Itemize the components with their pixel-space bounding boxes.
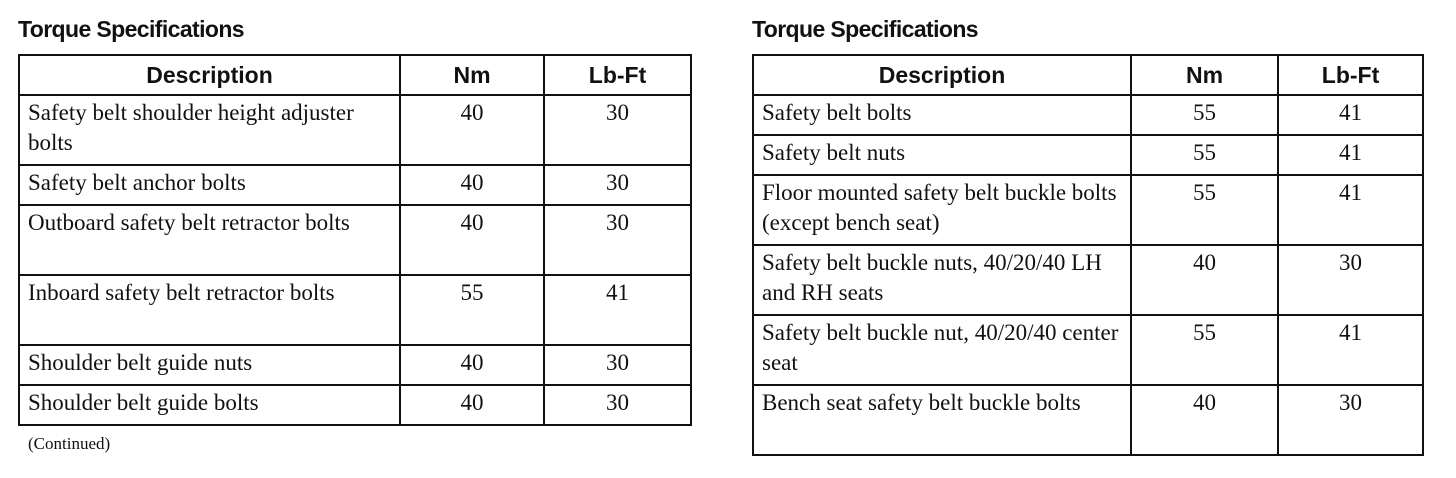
row-lbft: 30 bbox=[544, 205, 691, 275]
row-nm: 55 bbox=[1131, 175, 1278, 245]
right-table-title: Torque Specifications bbox=[752, 16, 978, 42]
row-description: Safety belt buckle nut, 40/20/40 center seat bbox=[753, 315, 1131, 385]
row-lbft: 30 bbox=[544, 345, 691, 385]
row-nm: 40 bbox=[400, 205, 544, 275]
row-description: Safety belt buckle nuts, 40/20/40 LH and RH seats bbox=[753, 245, 1131, 315]
table-row bbox=[753, 385, 1423, 455]
row-description: Outboard safety belt retractor bolts bbox=[19, 205, 400, 275]
left-table-title: Torque Specifications bbox=[18, 16, 244, 42]
table-row bbox=[19, 165, 691, 205]
row-description: Safety belt bolts bbox=[753, 95, 1131, 135]
row-description: Bench seat safety belt buckle bolts bbox=[753, 385, 1131, 455]
row-description: Safety belt anchor bolts bbox=[19, 165, 400, 205]
row-lbft: 41 bbox=[1278, 315, 1423, 385]
table-row bbox=[753, 245, 1423, 315]
table-row bbox=[753, 315, 1423, 385]
row-lbft: 30 bbox=[544, 95, 691, 165]
right-header-row bbox=[753, 55, 1423, 95]
row-nm: 40 bbox=[1131, 245, 1278, 315]
row-lbft: 30 bbox=[1278, 385, 1423, 455]
header-nm: Nm bbox=[1131, 55, 1278, 95]
row-lbft: 30 bbox=[544, 385, 691, 425]
row-nm: 55 bbox=[400, 275, 544, 345]
header-lbft: Lb-Ft bbox=[544, 55, 691, 95]
row-description: Inboard safety belt retractor bolts bbox=[19, 275, 400, 345]
right-torque-table bbox=[752, 54, 1424, 456]
left-torque-table bbox=[18, 54, 692, 426]
table-row bbox=[19, 275, 691, 345]
row-lbft: 41 bbox=[1278, 135, 1423, 175]
table-row bbox=[753, 175, 1423, 245]
right-torque-spec-section bbox=[752, 10, 1422, 456]
continued-note: (Continued) bbox=[28, 434, 111, 453]
row-nm: 40 bbox=[400, 385, 544, 425]
table-row bbox=[19, 205, 691, 275]
row-nm: 55 bbox=[1131, 135, 1278, 175]
row-description: Shoulder belt guide bolts bbox=[19, 385, 400, 425]
table-row bbox=[753, 135, 1423, 175]
row-lbft: 30 bbox=[1278, 245, 1423, 315]
row-description: Safety belt nuts bbox=[753, 135, 1131, 175]
row-nm: 55 bbox=[1131, 95, 1278, 135]
row-lbft: 41 bbox=[1278, 95, 1423, 135]
header-description: Description bbox=[753, 55, 1131, 95]
left-torque-spec-section bbox=[18, 10, 690, 454]
row-nm: 40 bbox=[400, 345, 544, 385]
table-row bbox=[753, 95, 1423, 135]
row-nm: 55 bbox=[1131, 315, 1278, 385]
header-nm: Nm bbox=[400, 55, 544, 95]
table-row bbox=[19, 345, 691, 385]
row-nm: 40 bbox=[1131, 385, 1278, 455]
row-lbft: 41 bbox=[544, 275, 691, 345]
header-lbft: Lb-Ft bbox=[1278, 55, 1423, 95]
row-nm: 40 bbox=[400, 95, 544, 165]
table-row bbox=[19, 95, 691, 165]
table-row bbox=[19, 385, 691, 425]
header-description: Description bbox=[19, 55, 400, 95]
row-description: Shoulder belt guide nuts bbox=[19, 345, 400, 385]
row-description: Safety belt shoulder height adjuster bolts bbox=[19, 95, 400, 165]
row-nm: 40 bbox=[400, 165, 544, 205]
row-lbft: 30 bbox=[544, 165, 691, 205]
row-description: Floor mounted safety belt buckle bolts (except bench seat) bbox=[753, 175, 1131, 245]
left-header-row bbox=[19, 55, 691, 95]
row-lbft: 41 bbox=[1278, 175, 1423, 245]
